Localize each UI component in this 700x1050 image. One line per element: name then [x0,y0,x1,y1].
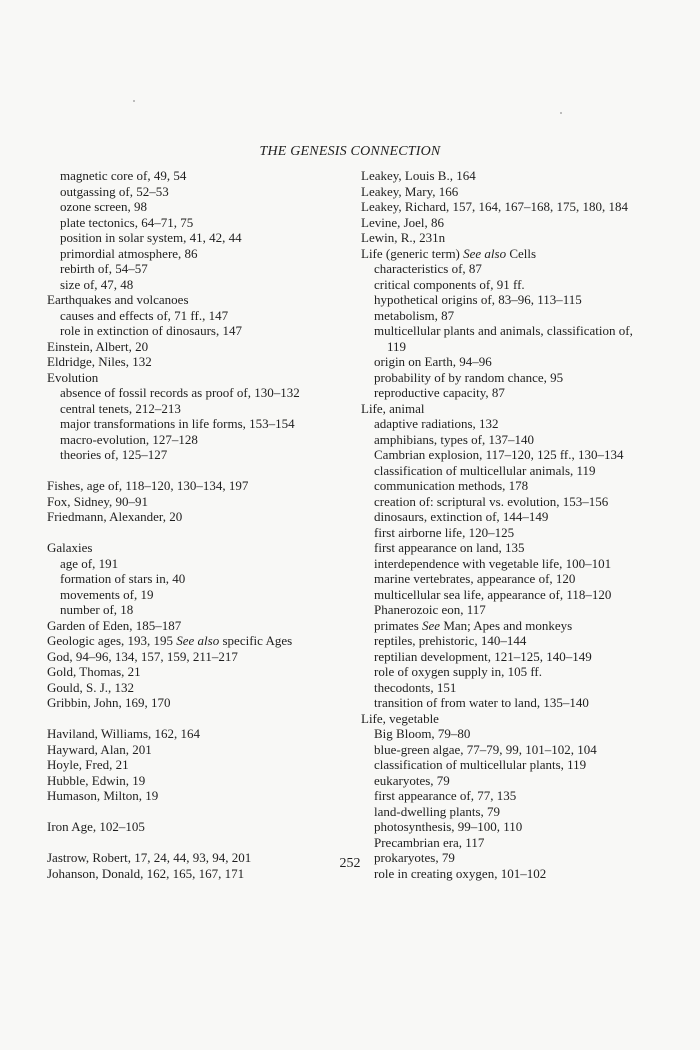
index-entry [47,649,372,665]
index-entry [361,168,661,184]
index-subentry [47,401,372,417]
index-entry [47,354,372,370]
index-subentry [361,664,661,680]
entry-text: causes and effects of, 71 ff., 147 [60,307,229,323]
entry-text: reptiles, prehistoric, 140–144 [374,633,527,648]
index-subentry [47,168,372,184]
index-subentry [361,742,661,758]
index-subentry [361,602,661,618]
index-subentry [47,277,372,293]
entry-text: formation of stars in, 40 [60,571,186,586]
entry-text: metabolism, 87 [374,307,455,323]
index-entry [47,633,372,649]
entry-text: multicellular sea life, appearance of, 118–120 [374,586,612,602]
index-subentry [361,649,661,665]
entry-text: communication methods, 178 [374,478,529,493]
entry-text: first appearance on land, 135 [374,540,525,555]
entry-text: photosynthesis, 99–100, 110 [374,819,523,834]
index-subentry [47,184,372,200]
index-subentry [47,199,372,215]
entry-text: magnetic core of, 49, 54 [60,168,187,183]
index-subentry [361,680,661,696]
index-subentry [47,416,372,432]
see-also-target: Man; Apes and monkeys [440,617,573,633]
entry-text: Lewin, R., 231n [361,230,446,245]
index-subentry [47,587,372,603]
index-entry [47,618,372,634]
index-subentry [361,540,661,556]
paper-speck [560,112,562,114]
entry-text: size of, 47, 48 [60,276,134,292]
index-subentry [361,695,661,711]
index-entry [361,230,661,246]
index-subentry [361,323,661,339]
page-number: 252 [339,856,361,871]
index-subentry [361,525,661,541]
index-entry [47,773,372,789]
entry-text: absence of fossil records as proof of, 130–132 [60,385,300,400]
entry-text: theories of, 125–127 [60,447,168,462]
index-subentry [47,215,372,231]
entry-text: outgassing of, 52–53 [60,183,169,199]
entry-text: Eldridge, Niles, 132 [47,354,152,369]
index-entry [361,711,661,727]
index-subentry [47,261,372,277]
index-entry [47,695,372,711]
entry-text: Leakey, Mary, 166 [361,183,459,199]
index-subentry [361,385,661,401]
entry-text: thecodonts, 151 [374,679,457,695]
index-entry [47,478,372,494]
index-subentry [361,416,661,432]
index-subentry [361,788,661,804]
entry-text: Leakey, Richard, 157, 164, 167–168, 175, 180, 184 [361,199,629,214]
entry-text: Galaxies [47,540,93,555]
index-subentry [361,494,661,510]
entry-text: ozone screen, 98 [60,199,147,214]
entry-text: amphibians, types of, 137–140 [374,431,534,447]
entry-text: Gribbin, John, 169, 170 [47,695,171,710]
see-also-target: specific Ages [219,633,293,648]
see-also-reference: See also [176,633,220,648]
entry-text: multicellular plants and animals, classification of, [374,323,633,338]
entry-text: movements of, 19 [60,586,154,602]
index-entry [361,184,661,200]
entry-text: role of oxygen supply in, 105 ff. [374,664,543,679]
entry-text: land-dwelling plants, 79 [374,803,501,819]
entry-text: classification of multicellular plants, 119 [374,757,587,772]
index-entry [47,757,372,773]
entry-text: Life (generic term) [361,245,464,261]
index-subentry [361,308,661,324]
index-entry [47,742,372,758]
index-entry [47,726,372,742]
entry-text: reptilian development, 121–125, 140–149 [374,648,592,664]
entry-text: Jastrow, Robert, 17, 24, 44, 93, 94, 201 [47,850,252,865]
entry-text: Phanerozoic eon, 117 [374,602,486,617]
entry-text: age of, 191 [60,555,119,571]
see-also-reference: See also [463,245,507,261]
index-subentry [361,571,661,587]
index-subentry [361,277,661,293]
entry-text: Gold, Thomas, 21 [47,664,141,679]
entry-text: Cambrian explosion, 117–120, 125 ff., 130–134 [374,447,624,462]
index-subentry [47,246,372,262]
entry-text: Geologic ages, 193, 195 [47,633,174,648]
index-subentry [361,478,661,494]
entry-text: Hoyle, Fred, 21 [47,757,129,772]
entry-text: Hubble, Edwin, 19 [47,772,146,788]
index-subentry [361,432,661,448]
index-subentry [361,339,661,355]
entry-text: hypothetical origins of, 83–96, 113–115 [374,292,582,307]
entry-text: origin on Earth, 94–96 [374,354,492,369]
entry-text: Life, vegetable [361,710,439,726]
entry-text: Earthquakes and volcanoes [47,292,189,307]
index-entry [47,494,372,510]
entry-text: Precambrian era, 117 [374,834,485,850]
index-entry [361,246,661,262]
entry-text: adaptive radiations, 132 [374,416,499,431]
index-subentry [361,773,661,789]
entry-text: classification of multicellular animals, 119 [374,462,596,478]
index-subentry [47,432,372,448]
entry-text: first airborne life, 120–125 [374,524,515,540]
entry-text: transition of from water to land, 135–140 [374,695,589,710]
index-entry [47,509,372,525]
index-subentry [361,463,661,479]
see-also-reference: See [422,617,441,633]
index-column-left [47,168,372,881]
index-subentry [361,587,661,603]
entry-text: Big Bloom, 79–80 [374,726,471,741]
index-entry [361,401,661,417]
index-subentry [361,447,661,463]
index-subentry [361,370,661,386]
entry-text: Evolution [47,369,99,385]
entry-text: central tenets, 212–213 [60,400,181,416]
running-header: THE GENESIS CONNECTION [259,144,441,159]
entry-text: Johanson, Donald, 162, 165, 167, 171 [47,865,245,881]
index-subentry [361,633,661,649]
index-subentry [361,354,661,370]
index-subentry [361,618,661,634]
entry-spacer [47,463,372,479]
index-entry [47,680,372,696]
entry-text: God, 94–96, 134, 157, 159, 211–217 [47,648,238,664]
entry-text: role in creating oxygen, 101–102 [374,865,547,881]
entry-text: reproductive capacity, 87 [374,385,505,400]
entry-text: marine vertebrates, appearance of, 120 [374,571,576,586]
index-subentry [361,556,661,572]
index-subentry [47,385,372,401]
entry-text: Iron Age, 102–105 [47,819,145,834]
entry-text: Einstein, Albert, 20 [47,338,149,354]
entry-text: position in solar system, 41, 42, 44 [60,230,242,245]
entry-spacer [47,525,372,541]
index-column-right [361,168,661,881]
entry-text: number of, 18 [60,602,134,617]
index-entry [47,788,372,804]
entry-text: Haviland, Williams, 162, 164 [47,726,201,741]
entry-text: Fishes, age of, 118–120, 130–134, 197 [47,478,249,493]
index-subentry [361,726,661,742]
entry-text: major transformations in life forms, 153–154 [60,416,295,431]
index-subentry [47,230,372,246]
entry-text: Levine, Joel, 86 [361,214,445,230]
entry-text: Friedmann, Alexander, 20 [47,509,183,524]
entry-spacer [47,711,372,727]
entry-text: eukaryotes, 79 [374,772,450,788]
index-subentry [361,819,661,835]
index-subentry [361,804,661,820]
index-subentry [47,556,372,572]
paper-speck [133,100,135,102]
entry-text: creation of: scriptural vs. evolution, 153–156 [374,493,609,509]
entry-text: critical components of, 91 ff. [374,276,525,292]
index-subentry [361,835,661,851]
entry-spacer [47,835,372,851]
entry-text: role in extinction of dinosaurs, 147 [60,323,242,338]
entry-text: primordial atmosphere, 86 [60,245,198,261]
index-entry [47,819,372,835]
entry-text: prokaryotes, 79 [374,850,455,865]
index-entry [47,292,372,308]
index-entry [47,370,372,386]
entry-text: Hayward, Alan, 201 [47,741,152,757]
entry-text: Gould, S. J., 132 [47,679,135,695]
index-entry [361,199,661,215]
index-subentry [47,323,372,339]
entry-text: dinosaurs, extinction of, 144–149 [374,509,549,524]
index-subentry [361,292,661,308]
entry-text: first appearance of, 77, 135 [374,788,517,803]
entry-text: probability of by random chance, 95 [374,369,564,385]
entry-text: interdependence with vegetable life, 100–101 [374,555,612,571]
index-subentry [47,571,372,587]
entry-text: plate tectonics, 64–71, 75 [60,214,194,230]
entry-text: rebirth of, 54–57 [60,261,148,276]
index-subentry [47,602,372,618]
index-subentry [47,308,372,324]
entry-text: Fox, Sidney, 90–91 [47,493,148,509]
index-entry [47,339,372,355]
entry-text: 119 [387,338,407,354]
see-also-target: Cells [506,245,537,261]
entry-spacer [47,804,372,820]
index-subentry [361,757,661,773]
entry-text: characteristics of, 87 [374,261,482,276]
entry-text: Leakey, Louis B., 164 [361,168,476,183]
index-subentry [361,261,661,277]
index-entry [47,664,372,680]
entry-text: Humason, Milton, 19 [47,788,159,803]
entry-text: primates [374,617,423,633]
entry-text: blue-green algae, 77–79, 99, 101–102, 104 [374,741,597,757]
index-entry [361,215,661,231]
entry-text: Garden of Eden, 185–187 [47,617,182,633]
index-subentry [47,447,372,463]
entry-text: Life, animal [361,400,425,416]
index-subentry [361,509,661,525]
index-entry [47,540,372,556]
entry-text: macro-evolution, 127–128 [60,431,198,447]
